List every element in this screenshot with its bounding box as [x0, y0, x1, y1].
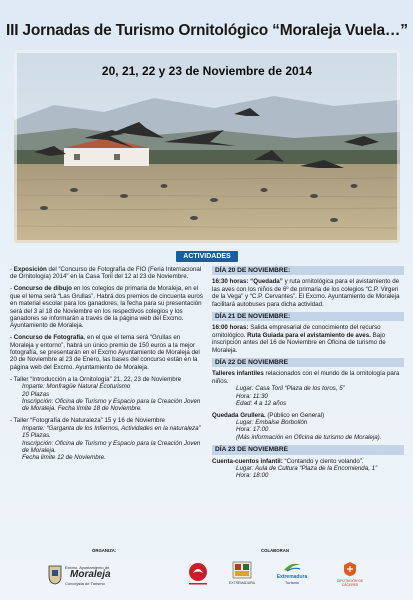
- coat-of-arms-icon: [48, 565, 62, 585]
- item-detail: Fecha limite 12 de Noviembre.: [22, 454, 106, 462]
- organiza-label: ORGANIZA:: [92, 548, 117, 553]
- day-text: [212, 458, 404, 480]
- item-title: Concurso de Fotografía: [13, 334, 84, 342]
- text: y ruta ornitológica para el avistamiento de las aves con los niños de 6º de primaria de los colegios “C.P. Virgen de la Vega” y “C.P. Cervantes”. El Excmo. Ayuntamiento de Moraleja facilitará autobuses para dicha actividad.: [212, 278, 400, 308]
- day-heading: DÍA 21 DE NOVIEMBRE:: [212, 312, 404, 321]
- logo-caption: EXTREMADURA: [229, 581, 255, 585]
- activities-heading: ACTIVIDADES: [176, 251, 238, 262]
- detail: Lugar: Embalse Borbollón: [236, 418, 308, 426]
- extremadura-shield-logo: [226, 561, 258, 587]
- crane-emblem-logo: [185, 561, 211, 587]
- item-detail: 20 Plazas: [22, 390, 50, 398]
- item-text: - Taller “Introducción a la Ornitología” 21, 22, 23 de Noviembre: [10, 375, 182, 383]
- organizer-small-text: Excmo. Ayuntamiento de: [65, 565, 110, 570]
- day-heading: DÍA 23 DE NOVIEMBRE: [212, 445, 404, 454]
- day-text: [212, 370, 404, 407]
- item-detail: Imparte: “Garganta de los Infiernos, Actividades en la naturaleza”: [22, 424, 201, 432]
- activities-left-column: [10, 266, 204, 466]
- day-text: [212, 278, 404, 308]
- event-label: Quedada Grullera.: [212, 411, 266, 419]
- detail: Edad: 4 a 12 años: [236, 400, 287, 408]
- text: relacionados con el mundo de la ornitología para niños.: [212, 370, 400, 385]
- item-detail: Imparte: Monfragüe Natural Ecoturismo: [22, 383, 131, 391]
- list-item: [10, 334, 204, 371]
- event-label: Talleres infantiles: [212, 370, 264, 378]
- poster-title: III Jornadas de Turismo Ornitológico “Moraleja Vuela…”: [6, 22, 408, 39]
- item-detail: 15 Plazas.: [22, 432, 51, 440]
- time-label: 16:00 horas:: [212, 324, 249, 332]
- bullet: -: [10, 285, 14, 293]
- day-heading: DÍA 22 DE NOVIEMBRE: [212, 358, 404, 367]
- crane-emblem-icon: [185, 561, 211, 587]
- highlight: Ruta Guiada para el avistamiento de aves.: [247, 331, 371, 339]
- day-heading: DÍA 20 DE NOVIEMBRE:: [212, 266, 404, 275]
- diputacion-emblem-icon: [342, 561, 358, 577]
- text: Salida empresarial de conocimiento del recurso ornitológico.: [212, 324, 381, 339]
- colaboran-label: COLABORAN: [261, 548, 289, 553]
- extremadura-turismo-logo: [270, 561, 314, 589]
- diputacion-logo: [330, 561, 370, 589]
- item-detail: Inscripción: Oficina de Turismo y Espacio para la Creación Joven de Moraleja.: [22, 439, 201, 454]
- bullet: -: [10, 334, 14, 342]
- organizer-sub: Concejalía de Turismo: [65, 581, 105, 586]
- item-text: del “Concurso de Fotografía de FIO (Feria Internacional de Ornitología) 2014” en la Casa Toril del 12 al 23 de Noviembre.: [10, 266, 202, 281]
- text: (Público en General): [265, 411, 325, 419]
- cranes-photo-illustration: [14, 50, 400, 243]
- logo-name: Extremadura: [276, 574, 308, 580]
- event-label: Cuenta-cuentos infantil:: [212, 457, 283, 465]
- logo-sub: Turismo: [284, 580, 300, 585]
- day-text: [212, 324, 404, 354]
- item-title: Concurso de dibujo: [13, 285, 72, 293]
- text: Bajo inscripción antes del 16 de Noviembre en Oficina de turismo de Moraleja.: [212, 331, 386, 354]
- detail: Hora: 18:00: [236, 472, 269, 480]
- cranes-photo: [14, 50, 400, 243]
- list-item: [10, 285, 204, 329]
- item-text: - Taller “Fotografía de Naturaleza” 15 y 16 de Noviembre: [10, 417, 165, 425]
- detail: Lugar: Casa Toril “Plaza de los toros, 5”: [236, 385, 345, 393]
- item-text: en los colegios de primaria de Moraleja, en el que el tema será “Las Grullas”. Habrá dos premios de cincuenta euros en material escolar para los ganadores, la fecha para su presentación será del 3 al 18 de Noviembre en los respectivos colegios y los ganadores se informarán a través de la página web del Excmo. Ayuntamiento de Moraleja.: [10, 285, 203, 330]
- moraleja-logo: [48, 560, 128, 590]
- logo-caption: DIPUTACIÓN DE CÁCERES: [336, 579, 364, 587]
- bullet: -: [10, 266, 14, 273]
- detail: Hora: 11:30: [236, 392, 268, 400]
- text: “Contando y ciento volando”.: [282, 457, 364, 465]
- list-item: [10, 266, 204, 281]
- detail: Hora: 17:00: [236, 426, 269, 434]
- activities-right-column: [212, 266, 404, 484]
- list-item: [10, 376, 204, 413]
- shield-icon: [232, 561, 252, 579]
- detail: Lugar: Aula de Cultura “Plaza de la Encomienda, 1”: [236, 464, 378, 472]
- detail: (Más información en Oficina de turismo de Moraleja).: [236, 433, 382, 441]
- item-text: , en el que el tema será “Grullas en Moraleja y entorno”, habrá un único premio de 150 euros a la mejor fotografía, se presentarán en el Excmo Ayuntamiento de Moraleja del 20 de Noviembre al 23 de Enero, las bases del concurso están en la página web del Excmo. Ayuntamiento de Moraleja.: [10, 334, 200, 371]
- organizer-name: Moraleja: [70, 569, 111, 580]
- tourism-swoosh-icon: [282, 561, 302, 573]
- day-text: [212, 412, 404, 442]
- time-label: 16:30 horas: “Quedada”: [212, 278, 283, 286]
- item-title: Exposición: [13, 266, 47, 273]
- event-dates: 20, 21, 22 y 23 de Noviembre de 2014: [101, 64, 313, 78]
- item-detail: Inscripción: Oficina de Turismo y Espacio para la Creación Joven de Moraleja. Fecha límite 18 de Noviembre.: [22, 398, 201, 413]
- list-item: [10, 417, 204, 461]
